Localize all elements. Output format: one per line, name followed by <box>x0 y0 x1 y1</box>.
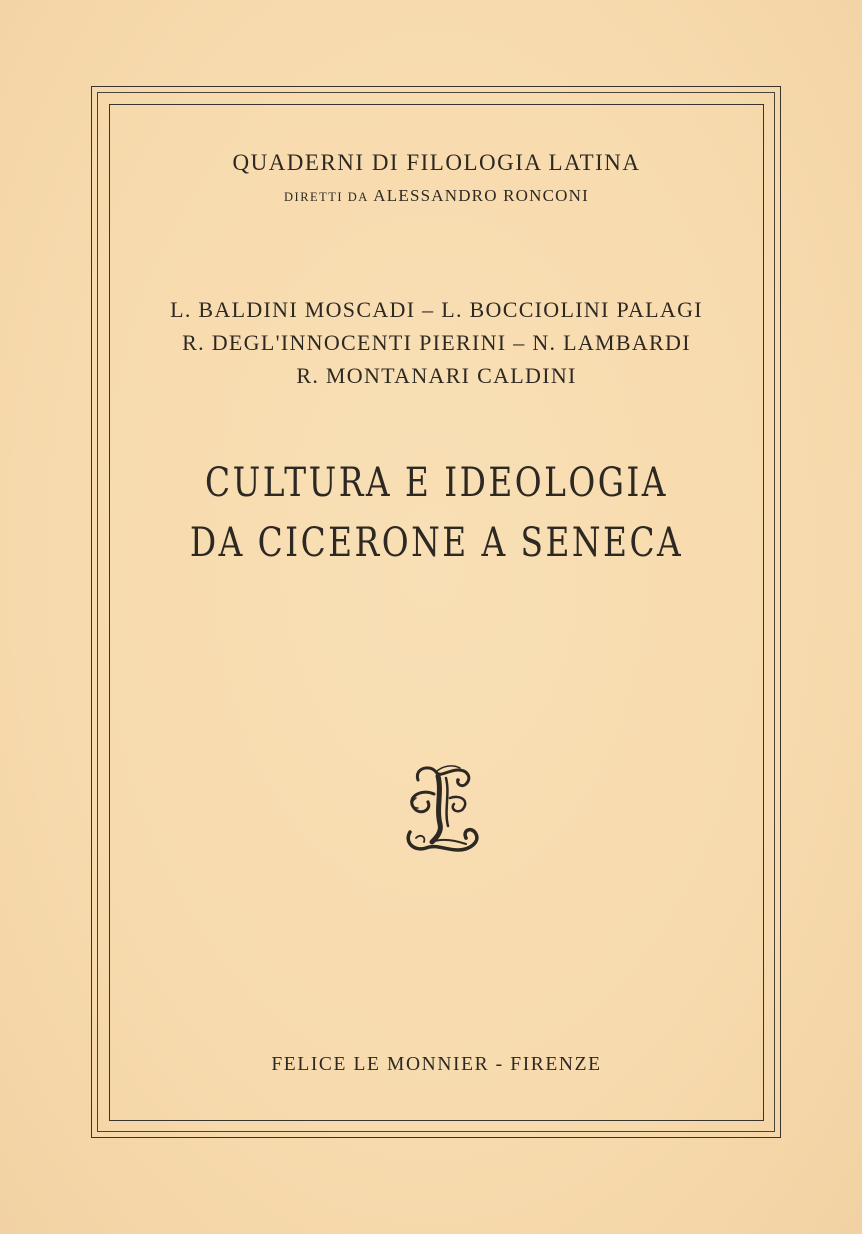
publisher-imprint: FELICE LE MONNIER - FIRENZE <box>271 1054 602 1075</box>
inner-border <box>109 104 764 1121</box>
authors-line-3: R. MONTANARI CALDINI <box>296 363 577 388</box>
series-title: QUADERNI DI FILOLOGIA LATINA <box>232 150 641 175</box>
editor-prefix: DIRETTI DA <box>284 190 369 204</box>
book-title-line-2: DA CICERONE A SENECA <box>189 520 684 566</box>
authors-line-2: R. DEGL'INNOCENTI PIERINI – N. LAMBARDI <box>182 330 691 355</box>
publisher-monogram-icon <box>396 758 486 858</box>
book-title-line-1: CULTURA E IDEOLOGIA <box>205 460 668 506</box>
editor-name: ALESSANDRO RONCONI <box>373 186 589 205</box>
authors-line-1: L. BALDINI MOSCADI – L. BOCCIOLINI PALAGI <box>170 297 703 322</box>
series-editor <box>109 186 764 206</box>
